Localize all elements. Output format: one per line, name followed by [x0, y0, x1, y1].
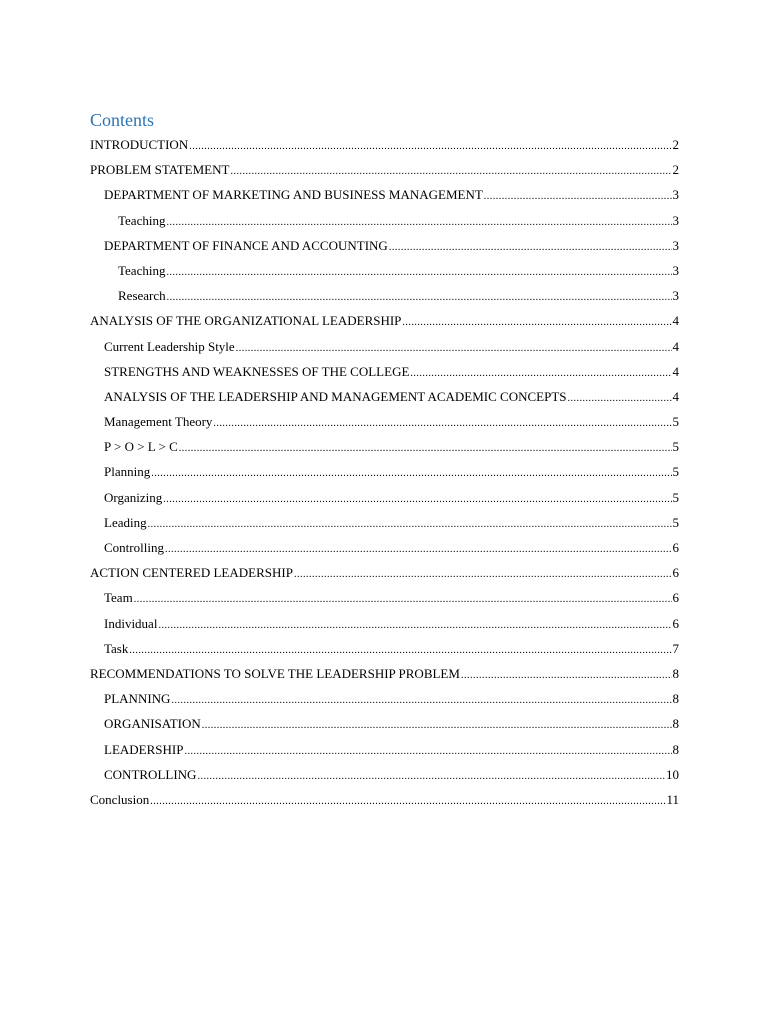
toc-dot-leader	[230, 159, 671, 184]
toc-entry-title: P > O > L > C	[104, 439, 178, 455]
toc-dot-leader	[150, 789, 665, 814]
toc-entry-title: Planning	[104, 464, 151, 480]
toc-dot-leader	[410, 361, 671, 386]
toc-dot-leader	[129, 638, 671, 663]
toc-entry[interactable]	[90, 485, 679, 510]
toc-dot-leader	[184, 739, 671, 764]
toc-page-number: 5	[672, 439, 679, 455]
toc-dot-leader	[197, 764, 665, 789]
toc-dot-leader	[166, 210, 671, 235]
toc-entry[interactable]	[90, 787, 679, 812]
toc-entry-title: PROBLEM STATEMENT	[90, 162, 230, 178]
toc-entry[interactable]	[90, 661, 679, 686]
toc-dot-leader	[389, 235, 672, 260]
toc-entry-title: LEADERSHIP	[104, 741, 184, 757]
toc-page-number: 2	[672, 137, 679, 152]
toc-entry-title: ANALYSIS OF THE ORGANIZATIONAL LEADERSHIP	[90, 313, 402, 329]
toc-entry[interactable]	[90, 560, 679, 585]
toc-dot-leader	[158, 613, 671, 638]
toc-dot-leader	[461, 663, 672, 688]
toc-dot-leader	[166, 260, 671, 285]
toc-entry[interactable]	[90, 762, 679, 787]
toc-entry[interactable]	[90, 258, 679, 283]
toc-heading: Contents	[90, 110, 155, 130]
toc-page-number: 5	[672, 464, 679, 480]
toc-dot-leader	[163, 487, 671, 512]
toc-page-number: 4	[672, 388, 679, 404]
toc-dot-leader	[148, 512, 672, 537]
toc-entry[interactable]	[90, 132, 679, 157]
toc-dot-leader	[202, 713, 672, 738]
toc-entry[interactable]	[90, 233, 679, 258]
toc-page-number: 5	[672, 514, 679, 530]
toc-entry[interactable]	[90, 737, 679, 762]
toc-entry-title: INTRODUCTION	[90, 137, 189, 152]
toc-entry[interactable]	[90, 182, 679, 207]
toc-page-number: 3	[672, 212, 679, 228]
toc-entry-title: Controlling	[104, 540, 164, 555]
toc-dot-leader	[484, 184, 672, 209]
toc-entry-title: PLANNING	[104, 691, 171, 707]
toc-entry-title: Team	[104, 590, 133, 606]
toc-entry-title: Individual	[104, 615, 158, 631]
toc-dot-leader	[236, 336, 672, 361]
toc-entry-title: DEPARTMENT OF MARKETING AND BUSINESS MANAGEMENT	[104, 187, 483, 203]
toc-entry-title: Organizing	[104, 489, 163, 505]
toc-entry[interactable]	[90, 409, 679, 434]
toc-entry-title: Teaching	[118, 212, 166, 228]
toc-entry[interactable]	[90, 611, 679, 636]
toc-entry-title: Teaching	[118, 262, 166, 278]
toc-entry[interactable]	[90, 359, 679, 384]
toc-entry[interactable]	[90, 384, 679, 409]
toc-entry-title: Research	[118, 288, 166, 304]
toc-dot-leader	[189, 134, 671, 159]
toc-entry-title: Conclusion	[90, 791, 150, 807]
toc-entry[interactable]	[90, 686, 679, 711]
toc-entry[interactable]	[90, 585, 679, 610]
toc-entry[interactable]	[90, 510, 679, 535]
toc-entry[interactable]	[90, 157, 679, 182]
toc-page-number: 6	[672, 590, 679, 606]
toc-dot-leader	[165, 537, 672, 562]
toc-page-number: 5	[672, 414, 679, 430]
toc-entry[interactable]	[90, 711, 679, 736]
toc-page-number: 8	[672, 691, 679, 707]
toc-entry-title: Task	[104, 640, 129, 656]
toc-page-number: 6	[672, 615, 679, 631]
toc-entry-title: STRENGTHS AND WEAKNESSES OF THE COLLEGE	[104, 363, 410, 379]
toc-page-number: 8	[672, 665, 679, 681]
toc-page-number: 4	[672, 313, 679, 329]
toc-dot-leader	[134, 587, 672, 612]
toc-dot-leader	[151, 461, 671, 486]
toc-page-number: 6	[672, 540, 679, 555]
toc-page-number: 3	[672, 237, 679, 253]
toc-page-number: 3	[672, 288, 679, 304]
table-of-contents	[90, 132, 679, 812]
toc-dot-leader	[179, 436, 672, 461]
toc-page-number: 10	[666, 766, 679, 782]
toc-dot-leader	[167, 285, 672, 310]
toc-entry[interactable]	[90, 308, 679, 333]
toc-entry[interactable]	[90, 208, 679, 233]
toc-entry[interactable]	[90, 636, 679, 661]
toc-page-number: 3	[672, 262, 679, 278]
toc-page-number: 11	[666, 791, 679, 807]
toc-entry-title: CONTROLLING	[104, 766, 197, 782]
toc-dot-leader	[213, 411, 671, 436]
toc-page-number: 8	[672, 716, 679, 732]
toc-page-number: 4	[672, 363, 679, 379]
toc-entry[interactable]	[90, 334, 679, 359]
toc-page-number: 2	[672, 162, 679, 178]
toc-entry-title: ORGANISATION	[104, 716, 201, 732]
toc-entry-title: Management Theory	[104, 414, 213, 430]
toc-entry-title: ACTION CENTERED LEADERSHIP	[90, 565, 293, 581]
toc-dot-leader	[171, 688, 671, 713]
toc-dot-leader	[294, 562, 672, 587]
toc-entry[interactable]	[90, 283, 679, 308]
toc-entry[interactable]	[90, 434, 679, 459]
toc-entry-title: Leading	[104, 514, 147, 530]
toc-dot-leader	[568, 386, 672, 411]
toc-entry-title: DEPARTMENT OF FINANCE AND ACCOUNTING	[104, 237, 388, 253]
toc-page-number: 4	[672, 338, 679, 354]
toc-page-number: 5	[672, 489, 679, 505]
toc-page-number: 7	[672, 640, 679, 656]
toc-page-number: 3	[672, 187, 679, 203]
toc-entry[interactable]	[90, 459, 679, 484]
toc-page-number: 8	[672, 741, 679, 757]
toc-entry-title: Current Leadership Style	[104, 338, 235, 354]
toc-dot-leader	[402, 310, 671, 335]
toc-page-number: 6	[672, 565, 679, 581]
toc-entry-title: RECOMMENDATIONS TO SOLVE THE LEADERSHIP PROBLEM	[90, 665, 460, 681]
toc-entry-title: ANALYSIS OF THE LEADERSHIP AND MANAGEMENT ACADEMIC CONCEPTS	[104, 388, 567, 404]
toc-entry[interactable]	[90, 535, 679, 560]
